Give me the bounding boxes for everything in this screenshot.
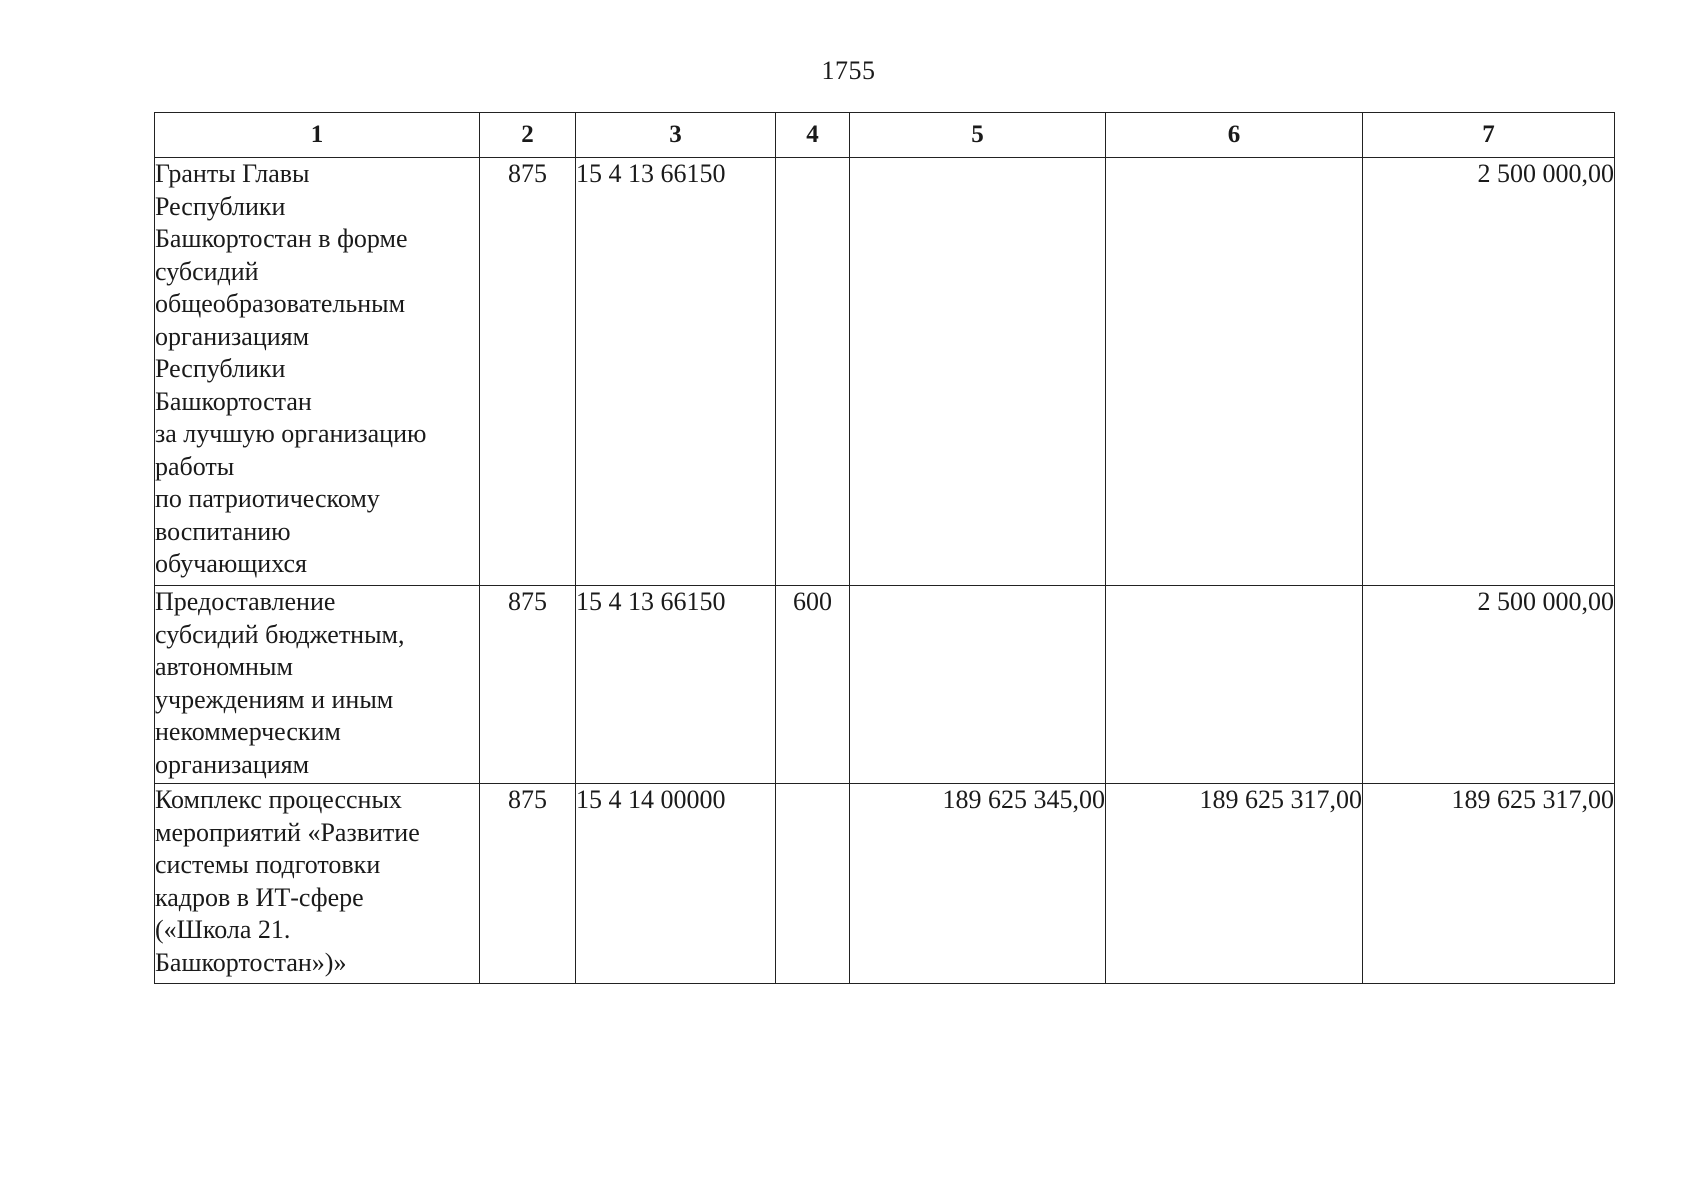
table-cell: 875 <box>480 586 576 784</box>
table-cell: 600 <box>776 586 850 784</box>
table-row <box>155 158 1615 586</box>
page-number: 1755 <box>821 56 876 85</box>
table-cell <box>1106 586 1363 784</box>
column-header: 6 <box>1106 113 1363 158</box>
table-header-row <box>155 113 1615 158</box>
table-cell: 2 500 000,00 <box>1363 586 1615 784</box>
column-header: 4 <box>776 113 850 158</box>
table-cell: 15 4 13 66150 <box>576 158 776 586</box>
table-cell: 15 4 13 66150 <box>576 586 776 784</box>
column-header: 7 <box>1363 113 1615 158</box>
column-header: 2 <box>480 113 576 158</box>
table-row <box>155 586 1615 784</box>
row-name-cell <box>155 158 480 586</box>
table-cell: 189 625 317,00 <box>1363 784 1615 984</box>
row-name-text: Предоставление субсидий бюджетным, автономным учреждениям и иным некоммерческим организациям <box>155 587 405 779</box>
table-cell <box>850 158 1106 586</box>
column-header: 3 <box>576 113 776 158</box>
table-cell: 189 625 317,00 <box>1106 784 1363 984</box>
row-name-cell <box>155 784 480 984</box>
table-cell: 875 <box>480 784 576 984</box>
column-header: 1 <box>155 113 480 158</box>
table-cell <box>1106 158 1363 586</box>
column-header: 5 <box>850 113 1106 158</box>
table-cell: 15 4 14 00000 <box>576 784 776 984</box>
table-cell: 875 <box>480 158 576 586</box>
table-cell <box>776 784 850 984</box>
budget-table <box>154 112 1615 984</box>
table-cell: 2 500 000,00 <box>1363 158 1615 586</box>
table-cell <box>776 158 850 586</box>
table-cell: 189 625 345,00 <box>850 784 1106 984</box>
table-cell <box>850 586 1106 784</box>
row-name-text: Гранты Главы Республики Башкортостан в форме субсидий общеобразовательным организациям Республики Башкортостан за лучшую организацию работы по патриотическому воспитанию обучающихся <box>155 159 427 578</box>
row-name-text: Комплекс процессных мероприятий «Развитие системы подготовки кадров в ИТ-сфере («Школа 21. Башкортостан»)» <box>155 785 420 977</box>
table-row <box>155 784 1615 984</box>
row-name-cell <box>155 586 480 784</box>
